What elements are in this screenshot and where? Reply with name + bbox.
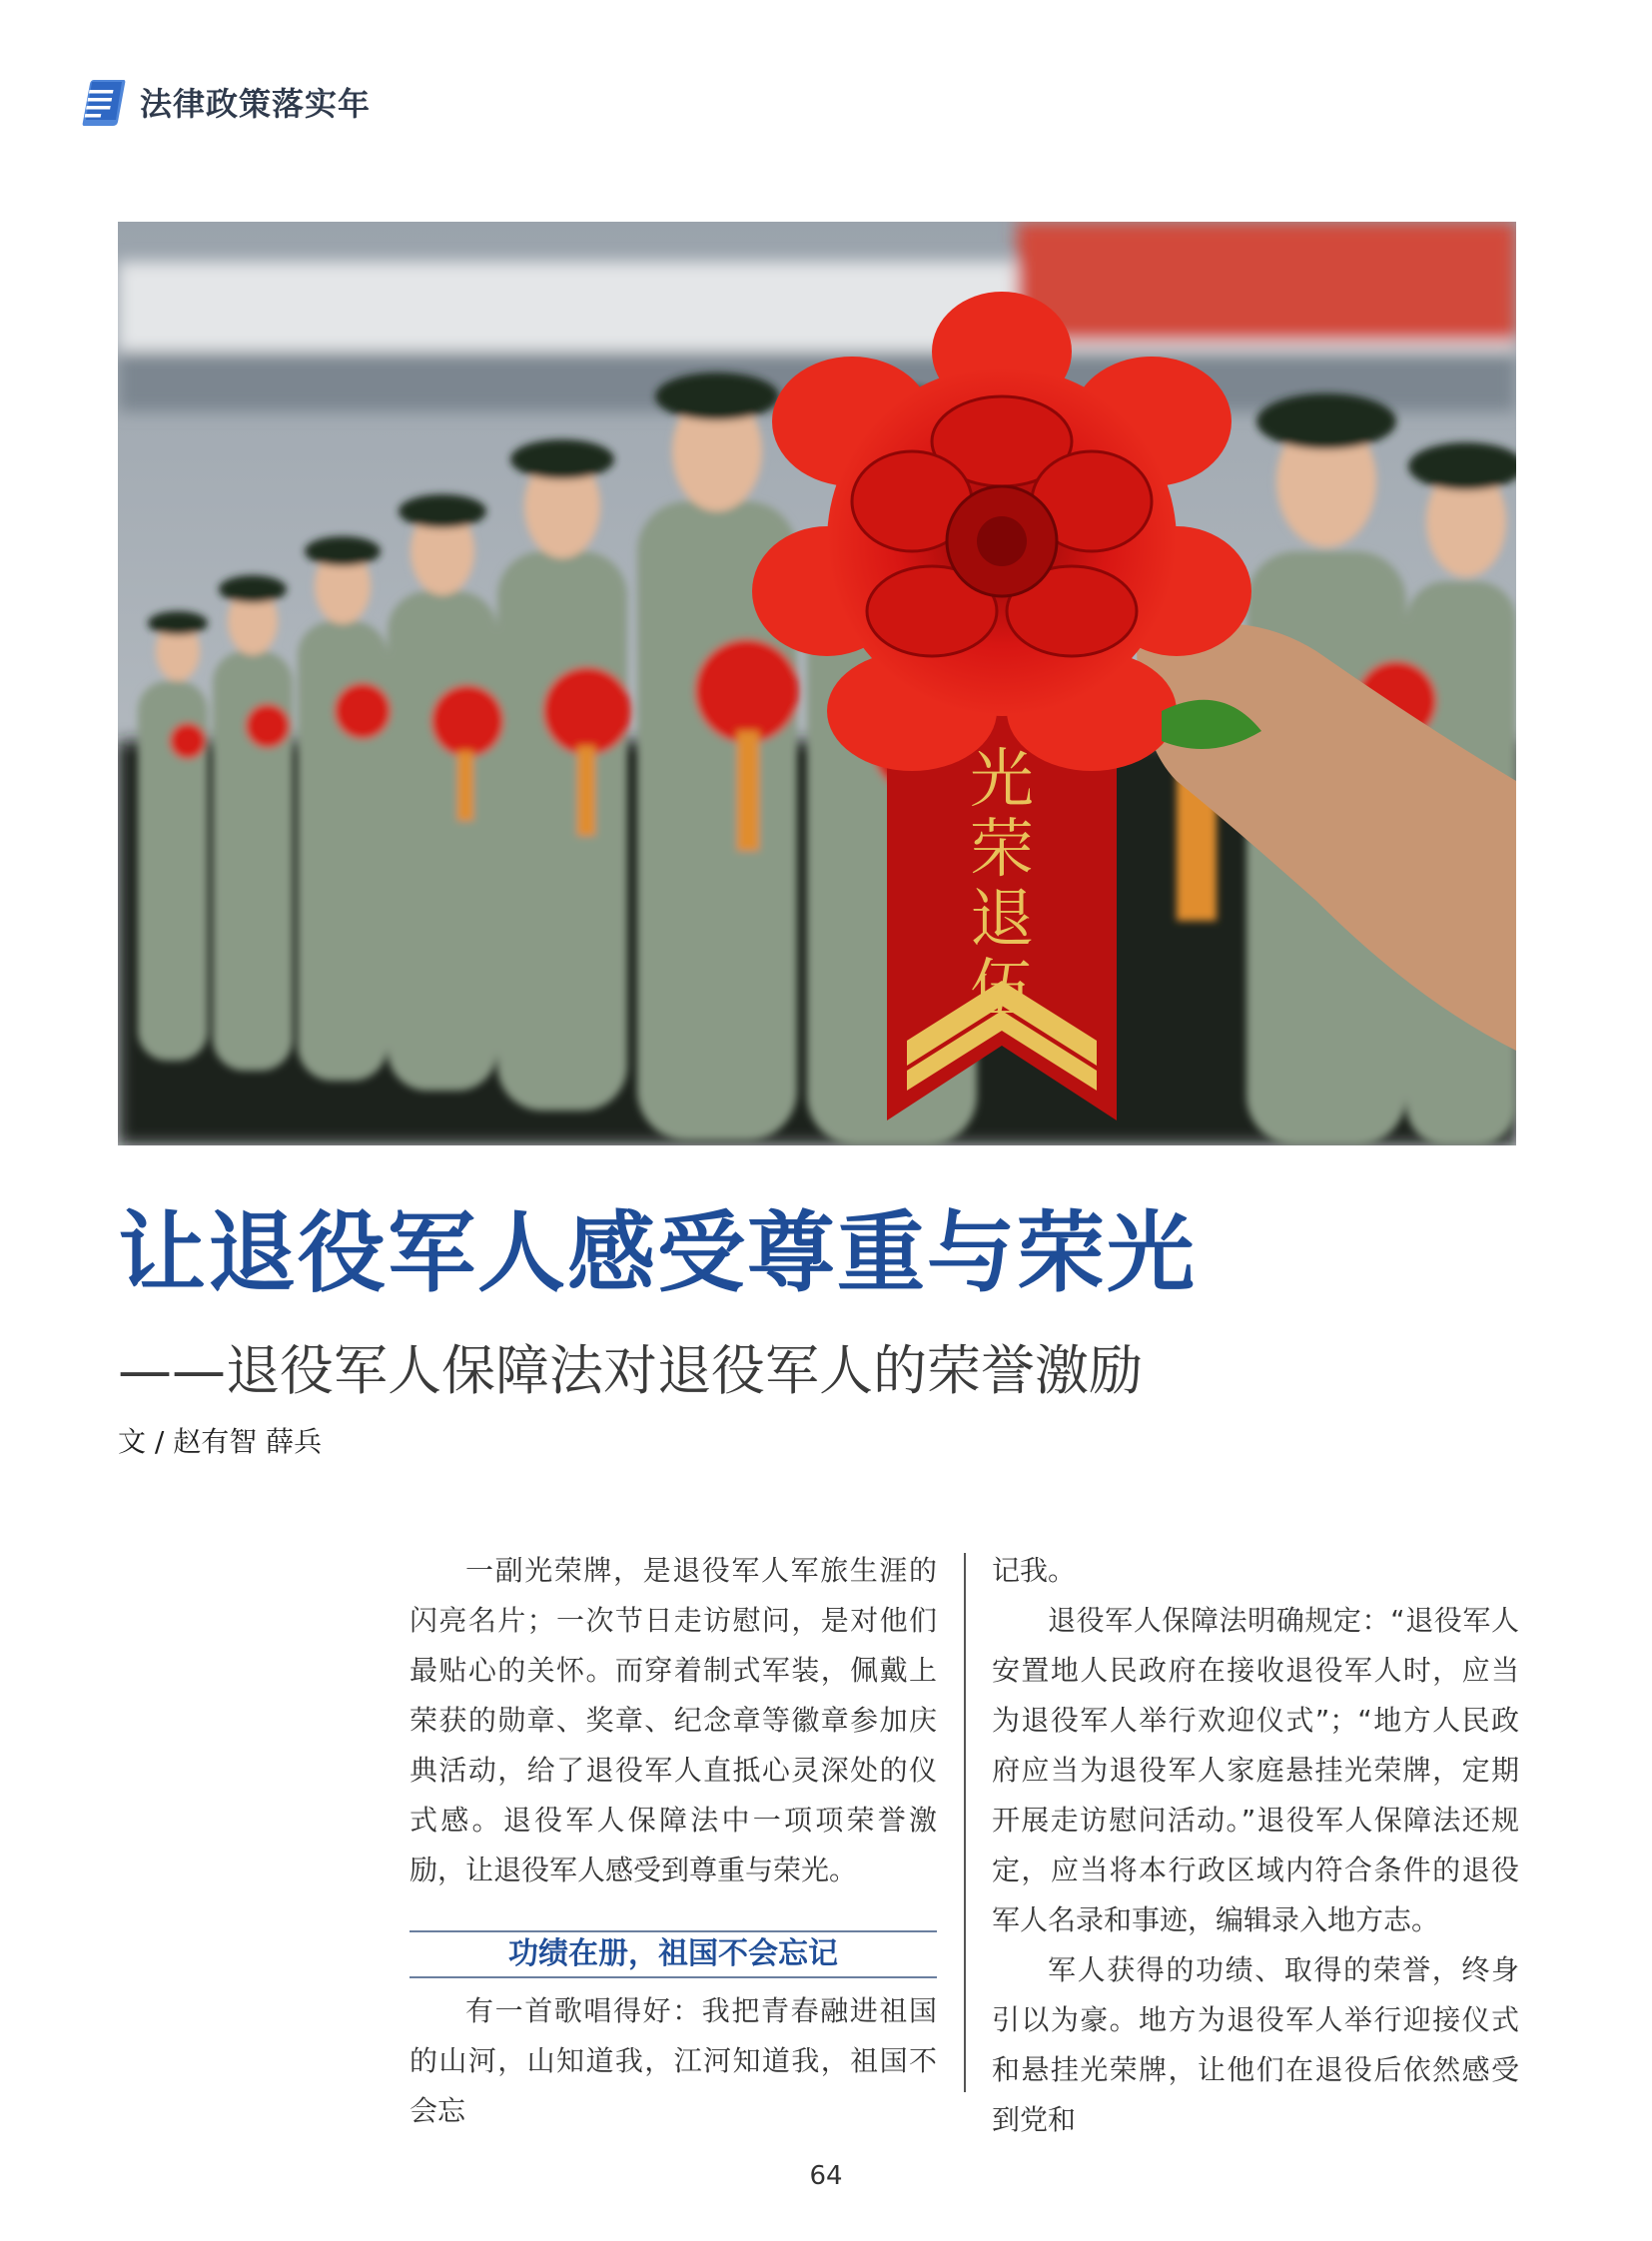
paragraph: 记我。 — [992, 1554, 1077, 1587]
ribbon-char-2: 荣 — [970, 813, 1034, 887]
ribbon-char-3: 退 — [970, 883, 1034, 957]
ribbon-char-4: 伍 — [970, 953, 1034, 1027]
section-header — [80, 72, 371, 132]
article-title: 让退役军人感受尊重与荣光 — [118, 1201, 1198, 1304]
hero-photo — [118, 222, 1516, 1145]
section-title: 法律政策落实年 — [140, 85, 372, 123]
paragraph: 军人获得的功绩、取得的荣誉，终身引以为豪。地方为退役军人举行迎接仪式和悬挂光荣牌，让他们在退役后依然感受到党和 — [992, 1953, 1519, 2136]
paragraph: 退役军人保障法明确规定：“退役军人安置地人民政府在接收退役军人时，应当为退役军人举行欢迎仪式”；“地方人民政府应当为退役军人家庭悬挂光荣牌，定期开展走访慰问活动。”退役军人保障法还规定，应当将本行政区域内符合条件的退役军人名录和事迹，编辑录入地方志。 — [992, 1604, 1519, 1936]
section-heading: 功绩在册，祖国不会忘记 — [410, 1930, 937, 1978]
column-divider — [964, 1553, 966, 2092]
article-subtitle: ——退役军人保障法对退役军人的荣誉激励 — [118, 1339, 1143, 1402]
paragraph: 一副光荣牌，是退役军人军旅生涯的闪亮名片；一次节日走访慰问，是对他们最贴心的关怀。而穿着制式军装，佩戴上荣获的勋章、奖章、纪念章等徽章参加庆典活动，给了退役军人直抵心灵深处的仪式感。退役军人保障法中一项项荣誉激励，让退役军人感受到尊重与荣光。 — [410, 1554, 937, 1886]
page-number: 64 — [809, 2161, 843, 2191]
ribbon-char-1: 光 — [970, 743, 1034, 817]
byline: 文 / 赵有智 薛兵 — [118, 1425, 323, 1458]
paragraph: 有一首歌唱得好：我把青春融进祖国的山河，山知道我，江河知道我，祖国不会忘 — [410, 1994, 937, 2127]
left-column — [410, 1546, 937, 2136]
right-column — [992, 1546, 1519, 2145]
document-icon — [80, 76, 128, 128]
